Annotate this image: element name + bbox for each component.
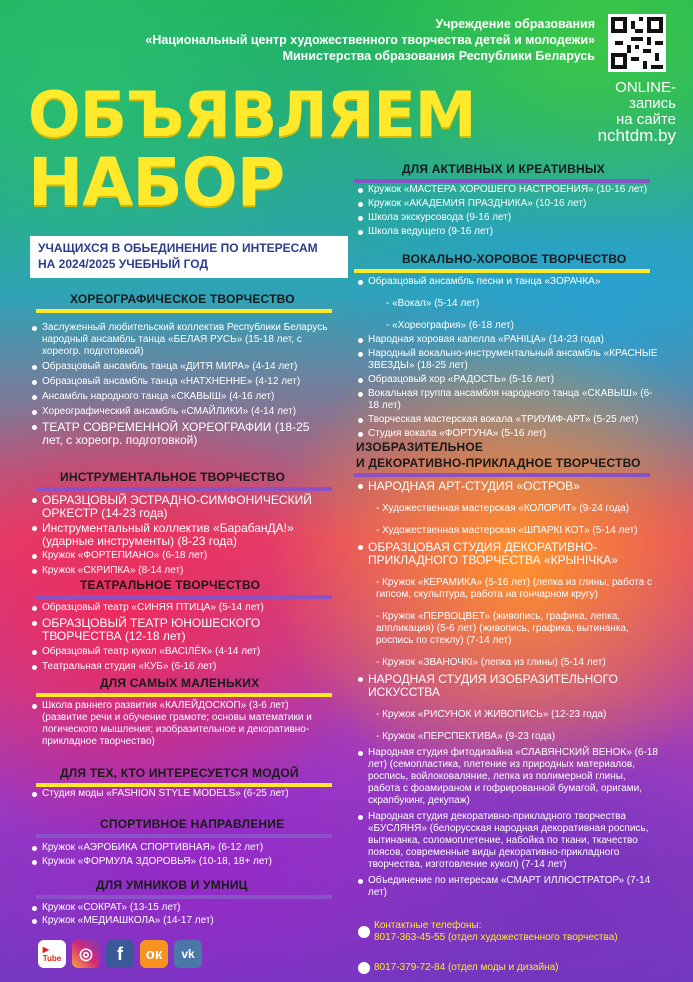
list-item: Народная хоровая капелла «РАНІЦА» (14-23 года) — [358, 334, 658, 346]
list-item: Школа раннего развития «КАЛЕЙДОСКОП» (3-6 лет) (развитие речи и обучение грамоте; основы математики и логического мышления; изобразительное и декоративно-прикладное творчество) — [32, 700, 332, 748]
list-item: Вокальная группа ансамбля народного танца «СКАВЫШ» (6-18 лет) — [358, 388, 658, 412]
list-item: Кружок «СКРИПКА» (8-14 лет) — [32, 565, 332, 577]
list-item: НАРОДНАЯ АРТ-СТУДИЯ «ОСТРОВ» — [358, 480, 658, 493]
institution-line: Учреждение образования — [435, 17, 595, 31]
list-item: Народная студия фитодизайна «СЛАВЯНСКИЙ ВЕНОК» (6-18 лет) (семопластика, плетение из природных материалов, роспись, войлоковаляние, лепка из полимерной глины, работа с фоамираном и гофрированной бумагой, оригами, скрапбукинг, декупаж) — [358, 747, 658, 807]
subtitle-line: УЧАЩИХСЯ В ОБЬЕДИНЕНИЕ ПО ИНТЕРЕСАМ — [38, 241, 318, 255]
divider — [36, 693, 332, 697]
section-heading-small: ДЛЯ САМЫХ МАЛЕНЬКИХ — [100, 676, 260, 690]
list-choreo — [32, 322, 332, 447]
list-item: Образцовый театр «СИНЯЯ ПТИЦА» (5-14 лет) — [32, 602, 332, 614]
social-icons — [38, 940, 202, 968]
list-instr — [32, 494, 332, 577]
contacts-block — [374, 920, 674, 944]
institution-line: Министерства образования Республики Беларусь — [282, 49, 595, 63]
list-subitem: - Кружок «ПЕРВОЦВЕТ» (живопись, графика, лепка, аппликация) (5-6 лет) (живопись, графика, вытинанка, роспись по стеклу) (7-14 лет) — [376, 611, 629, 646]
section-heading-choreo: ХОРЕОГРАФИЧЕСКОЕ ТВОРЧЕСТВО — [70, 292, 295, 306]
title-line-2: НАБОР — [28, 144, 285, 221]
section-heading-art-2: И ДЕКОРАТИВНО-ПРИКЛАДНОЕ ТВОРЧЕСТВО — [356, 456, 641, 470]
list-vocal — [358, 276, 658, 440]
facebook-icon[interactable]: f — [106, 940, 134, 968]
list-item: Кружок «ФОРТЕПИАНО» (6-18 лет) — [32, 550, 332, 562]
list-item: Ансамбль народного танца «СКАВЫШ» (4-16 лет) — [32, 391, 332, 403]
list-fashion — [32, 788, 332, 800]
online-line: ONLINE- — [615, 79, 676, 96]
list-subitem: - Художественная мастерская «ШПАРКІ КОТ» (5-14 лет) — [376, 525, 638, 536]
list-small — [32, 700, 332, 748]
section-heading-theatre: ТЕАТРАЛЬНОЕ ТВОРЧЕСТВО — [80, 578, 261, 592]
list-item: Кружок «МАСТЕРА ХОРОШЕГО НАСТРОЕНИЯ» (10-16 лет) — [358, 184, 658, 196]
list-subitem: - «Вокал» (5-14 лет) — [386, 298, 480, 309]
list-item: ОБРАЗЦОВЫЙ ЭСТРАДНО-СИМФОНИЧЕСКИЙ ОРКЕСТР (14-23 года) — [32, 494, 332, 520]
section-heading-fashion: ДЛЯ ТЕХ, КТО ИНТЕРЕСУЕТСЯ МОДОЙ — [60, 766, 299, 780]
section-heading-art-1: ИЗОБРАЗИТЕЛЬНОЕ — [356, 440, 484, 454]
list-item: ОБРАЗЦОВЫЙ ТЕАТР ЮНОШЕСКОГО ТВОРЧЕСТВА (12-18 лет) — [32, 617, 332, 643]
section-heading-active: ДЛЯ АКТИВНЫХ И КРЕАТИВНЫХ — [402, 162, 605, 176]
list-subitem: - Кружок «ЗВАНОЧКІ» (лепка из глины) (5-14 лет) — [376, 657, 606, 668]
divider — [354, 269, 650, 273]
subtitle-box — [30, 236, 348, 278]
list-item: Кружок «СОКРАТ» (13-15 лет) — [32, 902, 332, 914]
contacts-label: Контактные телефоны: — [374, 920, 482, 931]
list-item: Образцовый хор «РАДОСТЬ» (5-16 лет) — [358, 374, 658, 386]
youtube-icon[interactable]: ▶ Tube — [38, 940, 66, 968]
list-item: Хореографический ансамбль «СМАЙЛИКИ» (4-14 лет) — [32, 406, 332, 418]
list-subitem: - Художественная мастерская «КОЛОРИТ» (9-24 года) — [376, 503, 630, 514]
list-item: Образцовый ансамбль танца «ДИТЯ МИРА» (4-14 лет) — [32, 361, 332, 373]
instagram-icon[interactable]: ◎ — [72, 940, 100, 968]
qr-code[interactable] — [608, 14, 666, 72]
odnoklassniki-icon[interactable]: ок — [140, 940, 168, 968]
list-active — [358, 184, 658, 238]
list-item: Кружок «АКАДЕМИЯ ПРАЗДНИКА» (10-16 лет) — [358, 198, 658, 210]
list-item: Объединение по интересам «СМАРТ ИЛЛЮСТРАТОР» (7-14 лет) — [358, 875, 658, 899]
list-item: Творческая мастерская вокала «ТРИУМФ-АРТ» (5-25 лет) — [358, 414, 658, 426]
divider — [36, 487, 332, 491]
list-item: Народная студия декоративно-прикладного творчества «БУСЛЯНЯ» (белорусская народная декоративная роспись, вытинанка, соломоплетение, набойка по ткани, ткачество поясов, современные виды декоративно-прикладного творчества, изготовление кукол) (7-14 лет) — [358, 811, 658, 871]
phone-2[interactable]: 8017-379-72-84 (отдел моды и дизайна) — [374, 962, 559, 973]
section-heading-smart: ДЛЯ УМНИКОВ И УМНИЦ — [96, 878, 248, 892]
online-line: запись — [628, 95, 676, 112]
vk-icon[interactable]: vk — [174, 940, 202, 968]
contact-bullet — [358, 962, 370, 974]
phone-1[interactable]: 8017-363-45-55 (отдел художественного творчества) — [374, 932, 618, 943]
section-heading-instr: ИНСТРУМЕНТАЛЬНОЕ ТВОРЧЕСТВО — [60, 470, 286, 484]
list-subitem: - Кружок «РИСУНОК И ЖИВОПИСЬ» (12-23 года) — [376, 709, 607, 720]
contact-bullet — [358, 926, 370, 938]
list-item: Заслуженный любительский коллектив Республики Беларусь народный ансамбль танца «БЕЛАЯ РУСЬ» (15-18 лет, с хореогр. подготовкой) — [32, 322, 332, 358]
section-heading-vocal: ВОКАЛЬНО-ХОРОВОЕ ТВОРЧЕСТВО — [402, 252, 627, 266]
list-item: Кружок «ФОРМУЛА ЗДОРОВЬЯ» (10-18, 18+ лет) — [32, 856, 332, 868]
list-subitem: - Кружок «КЕРАМИКА» (5-16 лет) (лепка из глины, работа с гипсом, скульптура, работа на гончарном кругу) — [376, 577, 652, 600]
divider — [36, 783, 332, 787]
list-item: Образцовый театр кукол «ВАСІЛЁК» (4-14 лет) — [32, 646, 332, 658]
list-art — [358, 480, 658, 899]
list-item: Школа экскурсовода (9-16 лет) — [358, 212, 658, 224]
divider — [354, 473, 650, 477]
list-item: Студия вокала «ФОРТУНА» (5-16 лет) — [358, 428, 658, 440]
online-line: на сайте — [615, 111, 676, 128]
list-item: ОБРАЗЦОВАЯ СТУДИЯ ДЕКОРАТИВНО-ПРИКЛАДНОГО ТВОРЧЕСТВА «КРЫНІЧКА» — [358, 541, 658, 567]
title-line-1: ОБЪЯВЛЯЕМ — [28, 78, 476, 151]
list-item: Театральная студия «КУБ» (6-16 лет) — [32, 661, 332, 673]
subtitle-line: НА 2024/2025 УЧЕБНЫЙ ГОД — [38, 257, 208, 271]
list-item: Образцовый ансамбль песни и танца «ЗОРАЧКА» — [358, 276, 658, 288]
list-item: Инструментальный коллектив «БарабанДА!» (ударные инструменты) (8-23 года) — [32, 522, 332, 548]
website-link[interactable]: nchtdm.by — [597, 126, 676, 145]
divider — [354, 179, 650, 183]
divider — [36, 834, 332, 838]
divider — [36, 895, 332, 899]
institution-block — [145, 16, 595, 64]
list-theatre — [32, 602, 332, 673]
institution-line: «Национальный центр художественного творчества детей и молодежи» — [145, 33, 595, 47]
list-smart — [32, 902, 332, 927]
online-registration — [592, 80, 676, 144]
list-sport — [32, 842, 332, 868]
list-item: Кружок «МЕДИАШКОЛА» (14-17 лет) — [32, 915, 332, 927]
list-item: НАРОДНАЯ СТУДИЯ ИЗОБРАЗИТЕЛЬНОГО ИСКУССТВА — [358, 673, 658, 699]
list-item: Образцовый ансамбль танца «НАТХНЕННЕ» (4-12 лет) — [32, 376, 332, 388]
list-item: ТЕАТР СОВРЕМЕННОЙ ХОРЕОГРАФИИ (18-25 лет, с хореогр. подготовкой) — [32, 421, 332, 447]
divider — [36, 595, 332, 599]
list-subitem: - «Хореография» (6-18 лет) — [386, 320, 514, 331]
list-item: Народный вокально-инструментальный ансамбль «КРАСНЫЕ ЗВЕЗДЫ» (18-25 лет) — [358, 348, 658, 372]
list-subitem: - Кружок «ПЕРСПЕКТИВА» (9-23 года) — [376, 731, 556, 742]
list-item: Кружок «АЭРОБИКА СПОРТИВНАЯ» (6-12 лет) — [32, 842, 332, 854]
divider — [36, 309, 332, 313]
list-item: Студия моды «FASHION STYLE MODELS» (6-25 лет) — [32, 788, 332, 800]
list-item: Школа ведущего (9-16 лет) — [358, 226, 658, 238]
section-heading-sport: СПОРТИВНОЕ НАПРАВЛЕНИЕ — [100, 817, 285, 831]
